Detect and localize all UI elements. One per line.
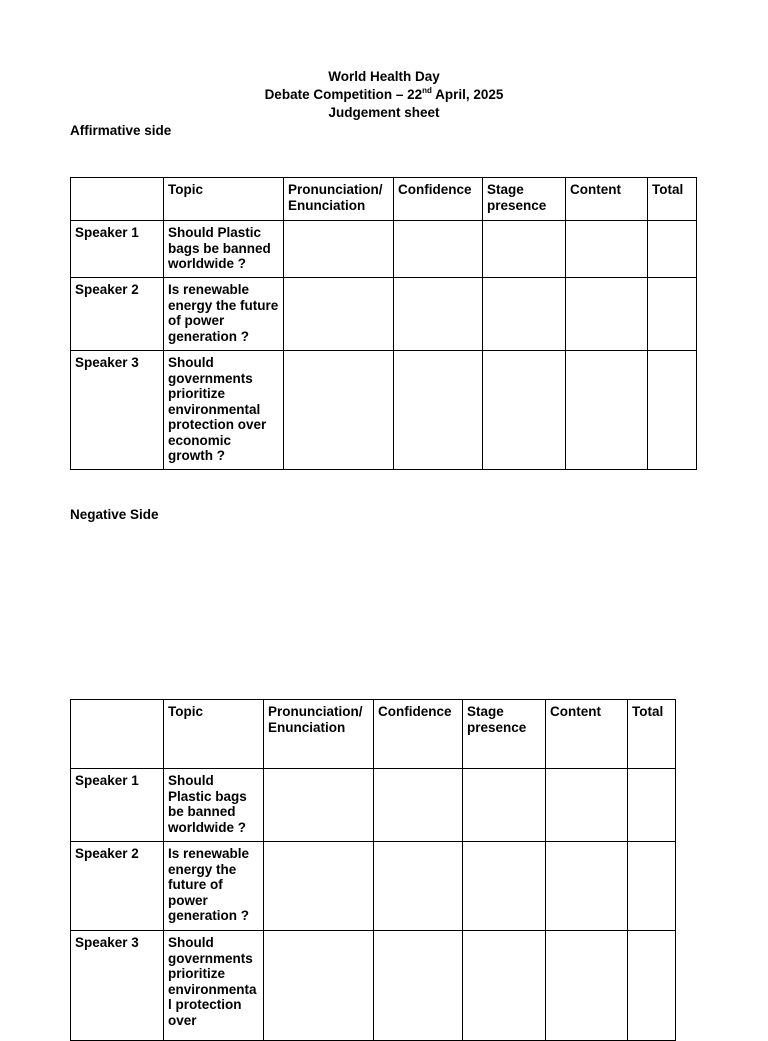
total-score-cell[interactable] (648, 351, 697, 470)
topic-cell: Should Plastic bags be banned worldwide ? (164, 769, 264, 842)
table-row (71, 351, 697, 470)
pronunciation-score-cell[interactable] (284, 221, 394, 278)
topic-cell: Is renewable energy the future of power generation ? (164, 842, 264, 931)
total-score-cell[interactable] (628, 842, 676, 931)
total-score-cell[interactable] (628, 769, 676, 842)
content-score-cell[interactable] (546, 931, 628, 1041)
content-score-cell[interactable] (546, 842, 628, 931)
confidence-score-cell[interactable] (374, 769, 463, 842)
header-cell-pronunciation: Pronunciation/ Enunciation (264, 700, 374, 769)
content-score-cell[interactable] (566, 278, 648, 351)
stage-presence-score-cell[interactable] (483, 351, 566, 470)
stage-presence-score-cell[interactable] (463, 769, 546, 842)
header-cell-blank (71, 700, 164, 769)
table-row (71, 842, 676, 931)
table-row (71, 278, 697, 351)
competition-suffix: April, 2025 (431, 87, 504, 102)
header-cell-stage-presence: Stage presence (463, 700, 546, 769)
total-score-cell[interactable] (628, 931, 676, 1041)
date-ordinal-suffix: nd (422, 85, 432, 95)
speaker-cell: Speaker 2 (71, 278, 164, 351)
speaker-cell: Speaker 2 (71, 842, 164, 931)
confidence-score-cell[interactable] (394, 278, 483, 351)
negative-judgement-table (70, 699, 676, 1041)
table-row (71, 221, 697, 278)
event-title: World Health Day (328, 69, 440, 84)
stage-presence-score-cell[interactable] (463, 931, 546, 1041)
table-row (71, 931, 676, 1041)
stage-presence-score-cell[interactable] (483, 221, 566, 278)
header-cell-blank (71, 178, 164, 221)
topic-cell: Should Plastic bags be banned worldwide ? (164, 221, 284, 278)
pronunciation-score-cell[interactable] (284, 278, 394, 351)
total-score-cell[interactable] (648, 278, 697, 351)
confidence-score-cell[interactable] (394, 221, 483, 278)
stage-presence-score-cell[interactable] (463, 842, 546, 931)
pronunciation-score-cell[interactable] (264, 842, 374, 931)
pronunciation-score-cell[interactable] (284, 351, 394, 470)
competition-line (0, 86, 768, 104)
header-cell-total: Total (648, 178, 697, 221)
content-score-cell[interactable] (546, 769, 628, 842)
affirmative-judgement-table (70, 177, 697, 470)
affirmative-side-label: Affirmative side (70, 123, 172, 138)
speaker-cell: Speaker 1 (71, 769, 164, 842)
sheet-title: Judgement sheet (328, 105, 440, 120)
table-header-row (71, 178, 697, 221)
topic-cell: Is renewable energy the future of power generation ? (164, 278, 284, 351)
header-cell-content: Content (546, 700, 628, 769)
header-cell-pronunciation: Pronunciation/ Enunciation (284, 178, 394, 221)
competition-prefix: Debate Competition – 22 (264, 87, 423, 102)
document-header (0, 68, 768, 122)
speaker-cell: Speaker 3 (71, 931, 164, 1041)
total-score-cell[interactable] (648, 221, 697, 278)
header-cell-confidence: Confidence (394, 178, 483, 221)
table-header-row (71, 700, 676, 769)
stage-presence-score-cell[interactable] (483, 278, 566, 351)
confidence-score-cell[interactable] (394, 351, 483, 470)
topic-cell: Should governments prioritize environmental protection over economic growth ? (164, 351, 284, 470)
confidence-score-cell[interactable] (374, 842, 463, 931)
speaker-cell: Speaker 1 (71, 221, 164, 278)
header-cell-topic: Topic (164, 178, 284, 221)
header-cell-stage-presence: Stage presence (483, 178, 566, 221)
confidence-score-cell[interactable] (374, 931, 463, 1041)
content-score-cell[interactable] (566, 351, 648, 470)
table-row (71, 769, 676, 842)
pronunciation-score-cell[interactable] (264, 931, 374, 1041)
pronunciation-score-cell[interactable] (264, 769, 374, 842)
header-cell-topic: Topic (164, 700, 264, 769)
header-cell-content: Content (566, 178, 648, 221)
negative-side-label: Negative Side (70, 507, 159, 522)
header-cell-confidence: Confidence (374, 700, 463, 769)
speaker-cell: Speaker 3 (71, 351, 164, 470)
content-score-cell[interactable] (566, 221, 648, 278)
topic-cell: Should governments prioritize environmenta l protection over (164, 931, 264, 1041)
header-cell-total: Total (628, 700, 676, 769)
